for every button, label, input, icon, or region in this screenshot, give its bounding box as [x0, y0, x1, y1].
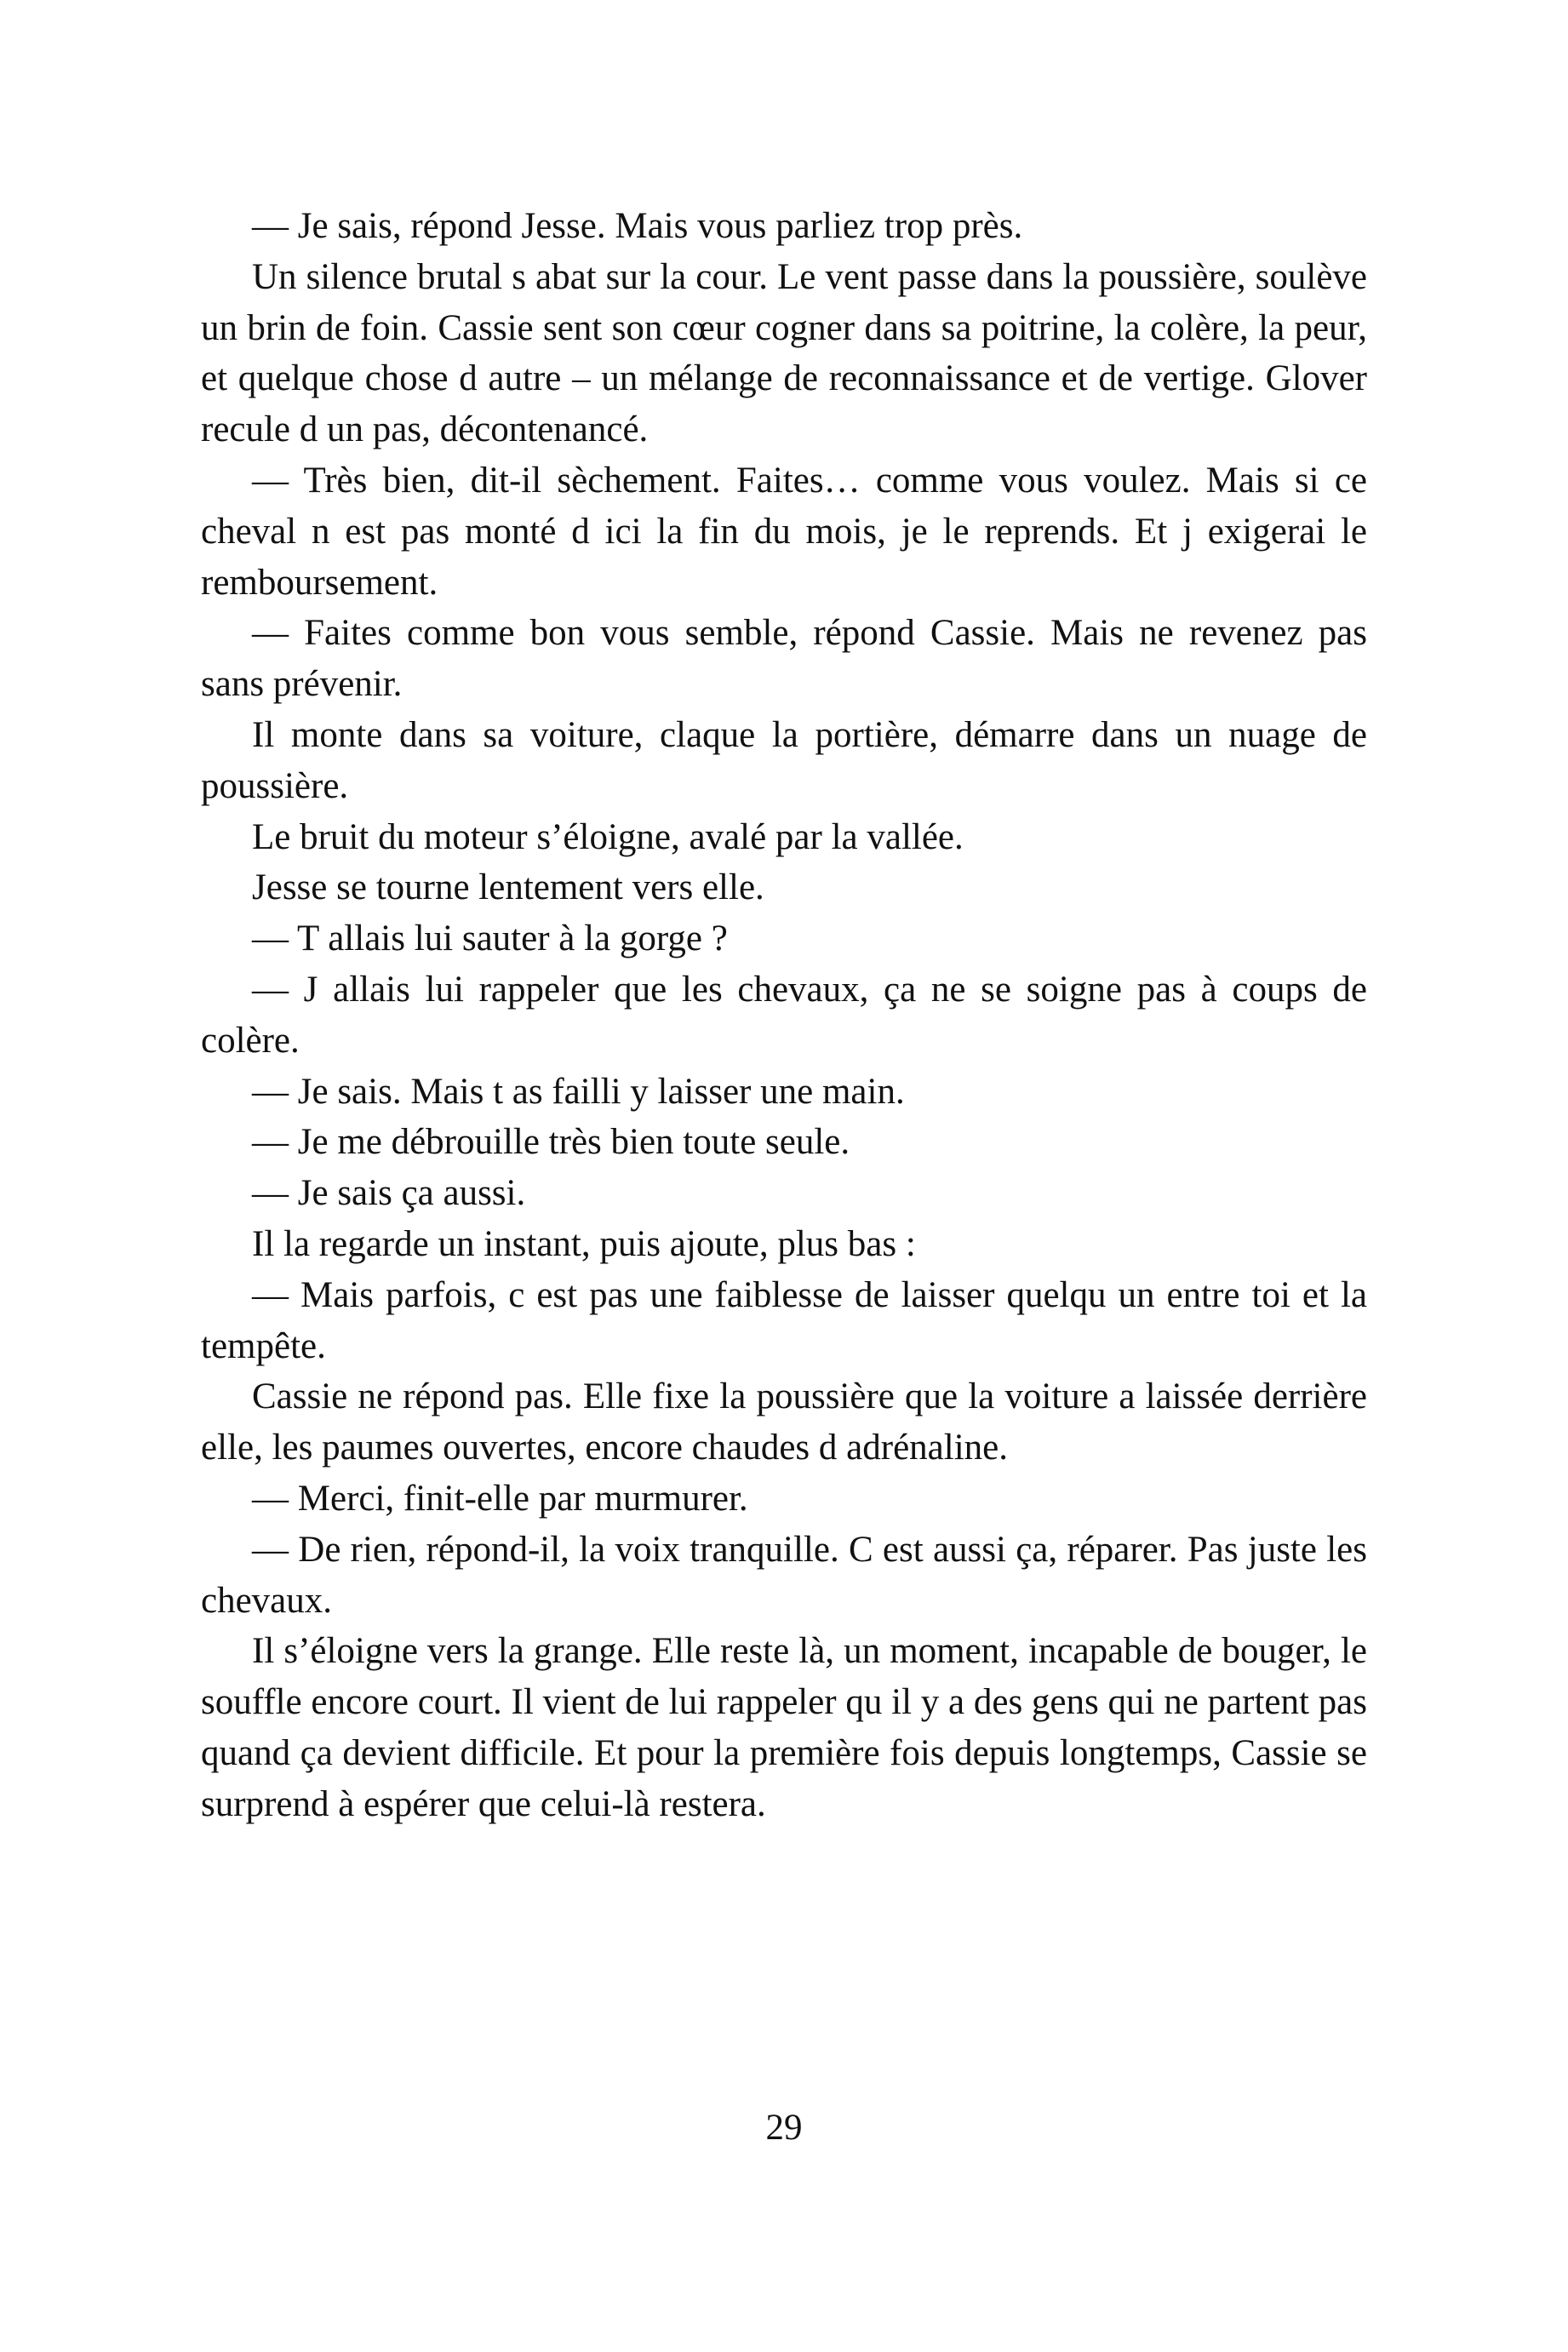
- paragraph: — Je sais ça aussi.: [252, 1173, 526, 1214]
- paragraph: — Je sais. Mais t as failli y laisser une main.: [252, 1071, 905, 1112]
- paragraph: — Très bien, dit-il sèchement. Faites… comme vous voulez. Mais si ce cheval n est pas monté d ici la fin du mois, je le reprends. Et j exigerai le remboursement.: [201, 460, 1367, 603]
- paragraph: Le bruit du moteur s’éloigne, avalé par la vallée.: [252, 816, 964, 857]
- paragraph: — J allais lui rappeler que les chevaux, ça ne se soigne pas à coups de colère.: [201, 969, 1367, 1061]
- paragraph: — De rien, répond-il, la voix tranquille. C est aussi ça, réparer. Pas juste les chevaux.: [201, 1529, 1367, 1621]
- paragraph: — Je me débrouille très bien toute seule.: [252, 1122, 850, 1163]
- paragraph: — Je sais, répond Jesse. Mais vous parliez trop près.: [252, 206, 1023, 246]
- paragraph: — Faites comme bon vous semble, répond Cassie. Mais ne revenez pas sans prévenir.: [201, 613, 1367, 705]
- paragraph: — Merci, finit-elle par murmurer.: [252, 1478, 748, 1519]
- paragraph: Jesse se tourne lentement vers elle.: [252, 867, 764, 908]
- paragraph: Il monte dans sa voiture, claque la portière, démarre dans un nuage de poussière.: [201, 714, 1367, 806]
- paragraph: Cassie ne répond pas. Elle fixe la poussière que la voiture a laissée derrière elle, les paumes ouvertes, encore chaudes d adrénaline.: [201, 1376, 1367, 1468]
- page-number: 29: [765, 2108, 803, 2148]
- paragraph: Un silence brutal s abat sur la cour. Le vent passe dans la poussière, soulève un brin de foin. Cassie sent son cœur cogner dans sa poitrine, la colère, la peur, et quelque chose d autre – un mélange de reconnaissance et de vertige. Glover recule d un pas, décontenancé.: [201, 256, 1367, 450]
- paragraph: Il la regarde un instant, puis ajoute, plus bas :: [252, 1223, 916, 1264]
- paragraph: — T allais lui sauter à la gorge ?: [252, 918, 728, 959]
- paragraph: Il s’éloigne vers la grange. Elle reste là, un moment, incapable de bouger, le souffle encore court. Il vient de lui rappeler qu il y a des gens qui ne partent pas quand ça devient difficile. Et pour la première fois depuis longtemps, Cassie se surprend à espérer que celui-là restera.: [201, 1631, 1367, 1824]
- body-text: [201, 201, 1367, 1830]
- paragraph: — Mais parfois, c est pas une faiblesse de laisser quelqu un entre toi et la tempête.: [201, 1274, 1367, 1366]
